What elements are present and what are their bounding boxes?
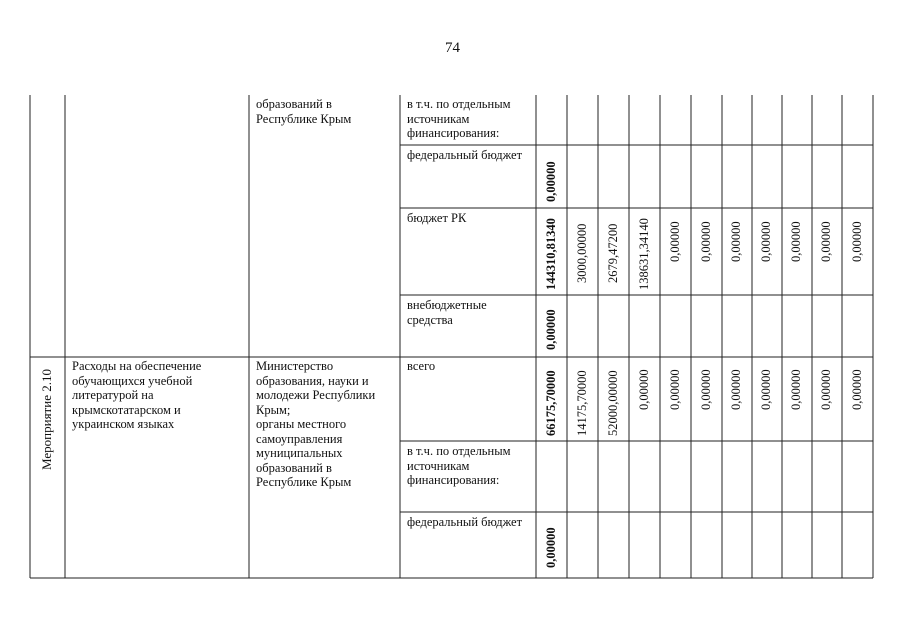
value-cell: 0,00000 <box>668 369 682 410</box>
value-cell: 138631,34140 <box>637 218 651 290</box>
source-cell: внебюджетные средства <box>407 298 487 327</box>
executor-cell-top: образований в Республике Крым <box>256 97 352 126</box>
value-cell: 0,00000 <box>850 369 864 410</box>
source-cell: в т.ч. по отдельным источникам финансирования: <box>407 97 511 140</box>
total-cell: 144310,81340 <box>544 218 558 290</box>
value-cell: 0,00000 <box>699 221 713 262</box>
value-cell: 0,00000 <box>729 369 743 410</box>
value-cell: 0,00000 <box>789 221 803 262</box>
source-cell: бюджет РК <box>407 211 467 225</box>
value-cell: 3000,00000 <box>575 223 589 283</box>
value-cell: 2679,47200 <box>606 223 620 283</box>
value-cell: 0,00000 <box>729 221 743 262</box>
value-cell: 0,00000 <box>789 369 803 410</box>
value-cell: 0,00000 <box>668 221 682 262</box>
value-cell: 52000,00000 <box>606 370 620 436</box>
executor-cell: Министерство образования, науки и молодежи Республики Крым; органы местного самоуправления муниципальных образований в Республике Крым <box>256 359 376 489</box>
total-cell: 0,00000 <box>544 309 558 350</box>
measure-label: Мероприятие 2.10 <box>39 369 54 470</box>
value-cell: 0,00000 <box>819 369 833 410</box>
measure-description: Расходы на обеспечение обучающихся учебной литературой на крымскотатарском и украинском языках <box>72 359 202 431</box>
value-cell: 14175,70000 <box>575 370 589 436</box>
source-cell: всего <box>407 359 436 373</box>
source-cell: федеральный бюджет <box>407 515 523 529</box>
source-cell: федеральный бюджет <box>407 148 523 162</box>
page-number: 74 <box>445 40 460 56</box>
total-cell: 66175,70000 <box>544 370 558 436</box>
value-cell: 0,00000 <box>850 221 864 262</box>
value-cell: 0,00000 <box>759 221 773 262</box>
total-cell: 0,00000 <box>544 527 558 568</box>
total-cell: 0,00000 <box>544 161 558 202</box>
value-cell: 0,00000 <box>699 369 713 410</box>
value-cell: 0,00000 <box>819 221 833 262</box>
value-cell: 0,00000 <box>759 369 773 410</box>
value-cell: 0,00000 <box>637 369 651 410</box>
source-cell: в т.ч. по отдельным источникам финансирования: <box>407 444 511 487</box>
